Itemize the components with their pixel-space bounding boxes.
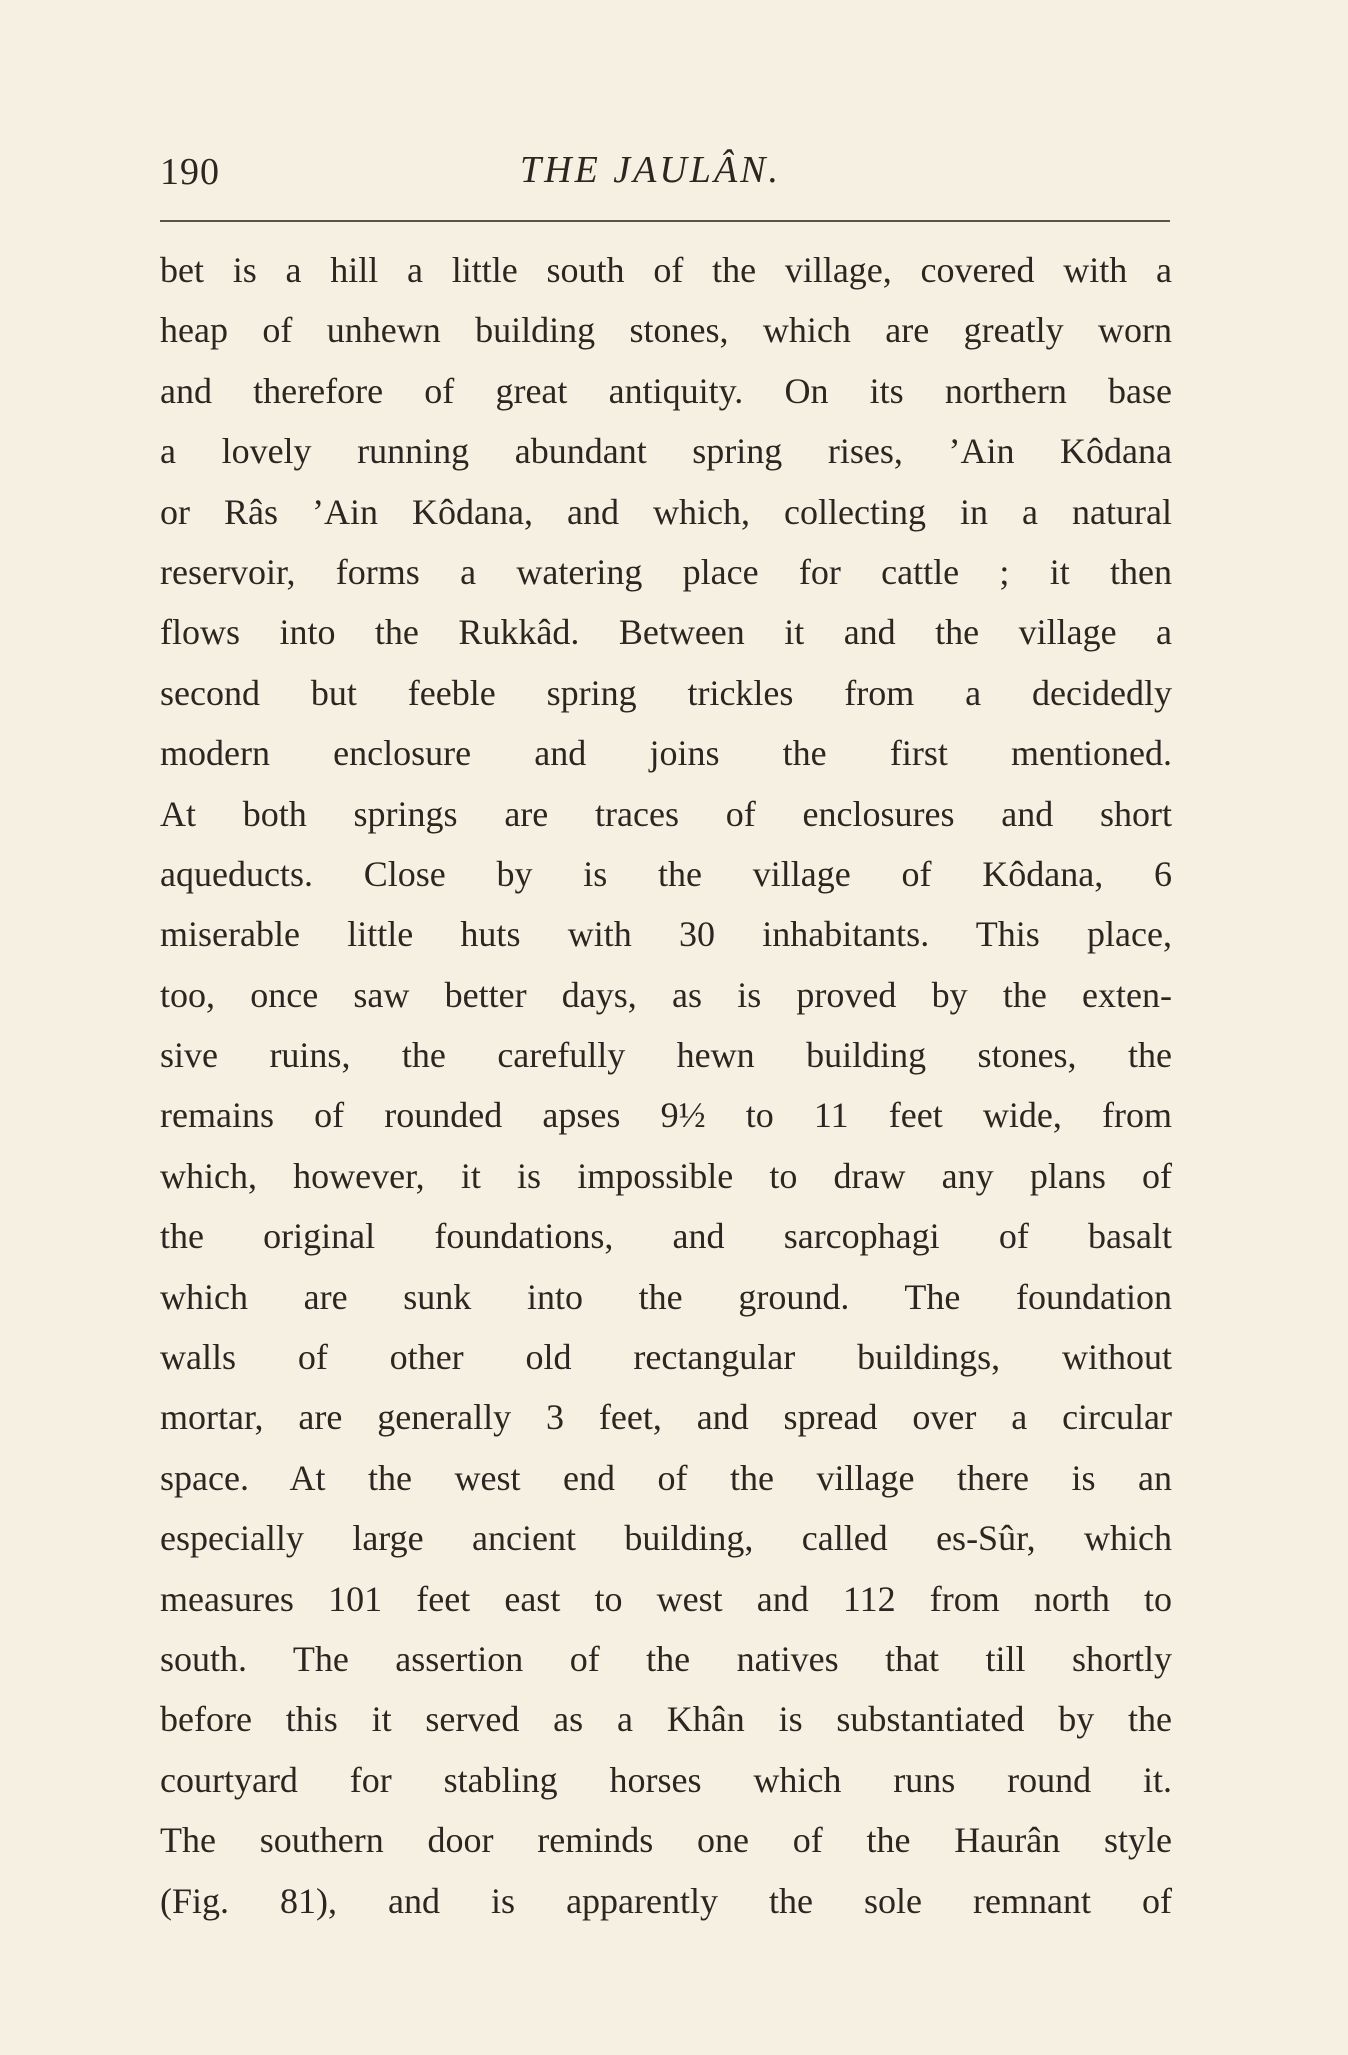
text-line: heap of unhewn building stones, which are greatly worn	[160, 310, 1172, 351]
running-title: THE JAULÂN.	[520, 149, 781, 191]
text-line: and therefore of great antiquity. On its northern base	[160, 370, 1172, 411]
text-line: walls of other old rectangular buildings, without	[160, 1337, 1172, 1378]
text-line: which, however, it is impossible to draw any plans of	[160, 1155, 1172, 1196]
text-line: courtyard for stabling horses which runs round it.	[160, 1759, 1172, 1800]
text-line: miserable little huts with 30 inhabitants. This place,	[160, 914, 1172, 955]
text-line: The southern door reminds one of the Haurân style	[160, 1820, 1172, 1861]
text-line: the original foundations, and sarcophagi of basalt	[160, 1216, 1172, 1257]
text-line: remains of rounded apses 9½ to 11 feet wide, from	[160, 1095, 1172, 1136]
text-line: before this it served as a Khân is substantiated by the	[160, 1699, 1172, 1740]
text-line: sive ruins, the carefully hewn building stones, the	[160, 1035, 1172, 1076]
text-line: which are sunk into the ground. The foundation	[160, 1276, 1172, 1317]
text-line: modern enclosure and joins the first mentioned.	[160, 733, 1172, 774]
text-line: flows into the Rukkâd. Between it and the village a	[160, 612, 1172, 653]
text-line: space. At the west end of the village there is an	[160, 1457, 1172, 1498]
text-line: mortar, are generally 3 feet, and spread over a circular	[160, 1397, 1172, 1438]
text-line: measures 101 feet east to west and 112 from north to	[160, 1578, 1172, 1619]
text-line: or Râs ’Ain Kôdana, and which, collecting in a natural	[160, 491, 1172, 532]
page-number: 190	[160, 151, 220, 193]
text-line: second but feeble spring trickles from a decidedly	[160, 672, 1172, 713]
text-line: south. The assertion of the natives that till shortly	[160, 1638, 1172, 1679]
text-line: especially large ancient building, called es-Sûr, which	[160, 1518, 1172, 1559]
header-rule	[160, 220, 1170, 222]
text-line: too, once saw better days, as is proved by the exten-	[160, 974, 1172, 1015]
text-line: At both springs are traces of enclosures and short	[160, 793, 1172, 834]
text-line: bet is a hill a little south of the village, covered with a	[160, 250, 1172, 290]
body-text	[160, 240, 1172, 1931]
text-line: aqueducts. Close by is the village of Kôdana, 6	[160, 853, 1172, 894]
text-line: a lovely running abundant spring rises, ’Ain Kôdana	[160, 431, 1172, 472]
text-line: (Fig. 81), and is apparently the sole remnant of	[160, 1880, 1172, 1921]
text-line: reservoir, forms a watering place for cattle ; it then	[160, 551, 1172, 592]
